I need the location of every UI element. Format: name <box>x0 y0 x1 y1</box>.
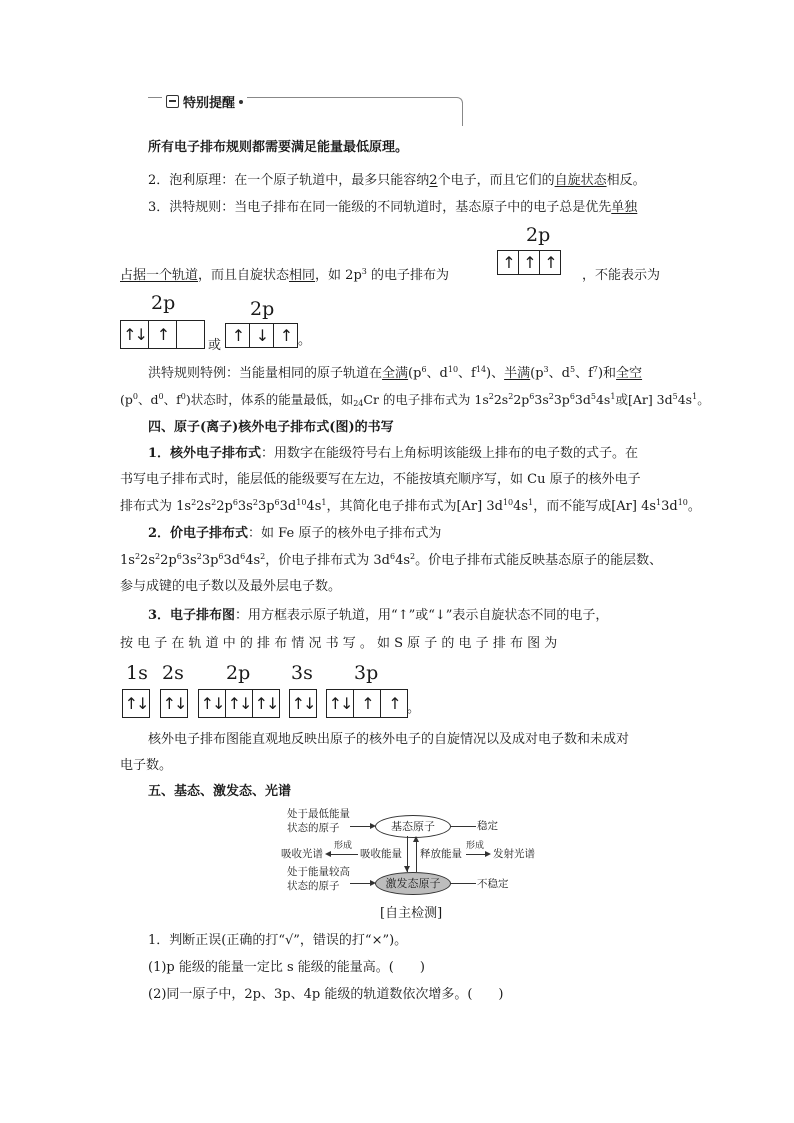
orbital-box-3p <box>326 689 408 718</box>
orbital-cell: ↑↓ <box>226 690 253 717</box>
tip-title: 特别提醒 <box>183 96 236 111</box>
hund-special-line2: ($p^0$、$d^0$、$f^0$)状态时，体系的能量最低，如$_{24}$Cr 的电子排布式为 $1s^22s^22p^63s^23p^63d^54s^1$或[Ar] $3d^54s^1$。 <box>120 392 710 408</box>
section4-p2-line2: $1s^22s^22p^63s^23p^63d^64s^2$，价电子排布式为 $3d^64s^2$。价电子排布式能反映基态原子的能层数、 <box>120 552 663 568</box>
orbital-box-2p <box>198 689 280 718</box>
orbital-cell: ↑↓ <box>254 694 278 713</box>
section4-p3-line1: 3．电子排布图：用方框表示原子轨道，用“↑”或“↓”表示自旋状态不同的电子， <box>148 608 609 623</box>
hund-rule-line2-suffix: ，不能表示为 <box>582 268 661 283</box>
tip-icon <box>166 95 179 108</box>
excited-desc-1: 处于能量较高 <box>287 866 350 878</box>
section4-p1-line2: 书写电子排布式时，能层低的能级要写在左边，不能按填充顺序写，如 Cu 原子的核外电子 <box>120 472 641 487</box>
hund-special-line1: 洪特规则特例：当能量相同的原子轨道在全满($p^6$、$d^{10}$、$f^{14}$)、半满($p^3$、$d^5$、$f^7$)和全空 <box>148 365 643 381</box>
hund-rule-line1: 3．洪特规则：当电子排布在同一能级的不同轨道时，基态原子中的电子总是优先单独 <box>148 200 638 215</box>
orbital-cell <box>177 320 204 349</box>
orbital-cell: ↑↓ <box>124 694 148 713</box>
absorb-energy-label: 吸收能量 <box>360 848 402 860</box>
orbital-box-2p-correct <box>497 250 561 275</box>
release-energy-label: 释放能量 <box>420 848 462 860</box>
section4-p1-line3: 排布式为 $1s^22s^22p^63s^23p^63d^{10}4s^1$，其简化电子排布式为[Ar] $3d^{10}4s^1$，而不能写成[Ar] $4s^13d^{10}$。 <box>120 498 701 514</box>
emit-spectrum-label: 发射光谱 <box>493 848 535 860</box>
stable-label: 稳定 <box>477 820 498 832</box>
orbital-box-1s <box>122 689 150 718</box>
orbital-cell: ↑↓ <box>199 690 226 717</box>
orbital-cell: ↑ <box>544 253 556 272</box>
orbital-cell: ↑↓ <box>162 694 186 713</box>
tip-header <box>162 92 247 111</box>
ground-desc-1: 处于最低能量 <box>287 808 350 820</box>
form-label-2: 形成 <box>466 841 485 851</box>
orbital-cell: ↑↓ <box>327 690 354 717</box>
question-1-2: (2)同一原子中，2p、3p、4p 能级的轨道数依次增多。( ) <box>148 987 504 1002</box>
orbital-label-2p-correct: 2p <box>526 224 551 246</box>
section4-p4-line1: 核外电子排布图能直观地反映出原子的核外电子的自旋情况以及成对电子数和未成对 <box>148 732 630 747</box>
orbital-label-2p-wrong1: 2p <box>151 292 176 314</box>
orbital-cell: ↑ <box>226 324 250 347</box>
section4-p2-line3: 参与成键的电子数以及最外层电子数。 <box>120 579 342 594</box>
section4-p2-line1: 2．价电子排布式：如 Fe 原子的核外电子排布式为 <box>148 526 442 541</box>
orbital-cell: ↑ <box>354 690 381 717</box>
section5-title: 五、基态、激发态、光谱 <box>148 784 292 799</box>
orbital-label-2p: 2p <box>226 662 251 684</box>
tip-text: 所有电子排布规则都需要满足能量最低原理。 <box>148 140 409 155</box>
ground-state-node: 基态原子 <box>375 815 451 838</box>
orbital-label-1s: 1s <box>126 662 148 684</box>
section4-title: 四、原子(离子)核外电子排布式(图)的书写 <box>148 420 394 435</box>
orbital-cell: ↑ <box>149 320 177 349</box>
section4-p3-line2: 按 电 子 在 轨 道 中 的 排 布 情 况 书 写 。 如 S 原 子 的 电 子 排 布 图 为 <box>120 636 558 651</box>
tip-dot-icon <box>239 100 243 104</box>
orbital-label-2s: 2s <box>162 662 184 684</box>
hund-or: 或 <box>208 338 222 353</box>
hund-rule-line2: 占据一个轨道，而且自旋状态相同，如 $2p^3$ 的电子排布为 <box>120 267 450 283</box>
orbital-cell: ↑ <box>388 694 400 713</box>
self-check-title: [自主检测] <box>380 906 443 921</box>
excited-state-node: 激发态原子 <box>375 872 451 895</box>
ground-desc-2: 状态的原子 <box>287 822 340 834</box>
excited-desc-2: 状态的原子 <box>287 880 340 892</box>
form-label-1: 形成 <box>334 841 353 851</box>
orbital-box-2p-wrong1 <box>120 320 205 349</box>
unstable-label: 不稳定 <box>477 878 509 890</box>
orbital-cell: ↓ <box>250 324 274 347</box>
orbital-cell: ↑ <box>519 251 540 274</box>
question-1-1: (1)p 能级的能量一定比 s 能级的能量高。( ) <box>148 960 425 975</box>
absorb-spectrum-label: 吸收光谱 <box>281 848 323 860</box>
s-diagram-end: 。 <box>407 701 421 716</box>
orbital-label-2p-wrong2: 2p <box>250 298 275 320</box>
question-1: 1．判断正误(正确的打“√”，错误的打“×”)。 <box>148 933 408 948</box>
orbital-label-3s: 3s <box>291 662 313 684</box>
pauli-principle: 2．泡利原理：在一个原子轨道中，最多只能容纳2个电子，而且它们的自旋状态相反。 <box>148 173 646 188</box>
orbital-box-3s <box>289 689 317 718</box>
orbital-cell: ↑↓ <box>121 320 149 349</box>
hund-end: 。 <box>298 333 312 348</box>
orbital-cell: ↑ <box>498 251 519 274</box>
orbital-cell: ↑ <box>279 326 292 345</box>
orbital-cell: ↑↓ <box>291 694 315 713</box>
orbital-box-2p-wrong2 <box>225 323 298 348</box>
section4-p4-line2: 电子数。 <box>120 758 173 773</box>
orbital-label-3p: 3p <box>354 662 379 684</box>
section4-p1-line1: 1．核外电子排布式：用数字在能级符号右上角标明该能级上排布的电子数的式子。在 <box>148 446 639 461</box>
orbital-box-2s <box>160 689 188 718</box>
